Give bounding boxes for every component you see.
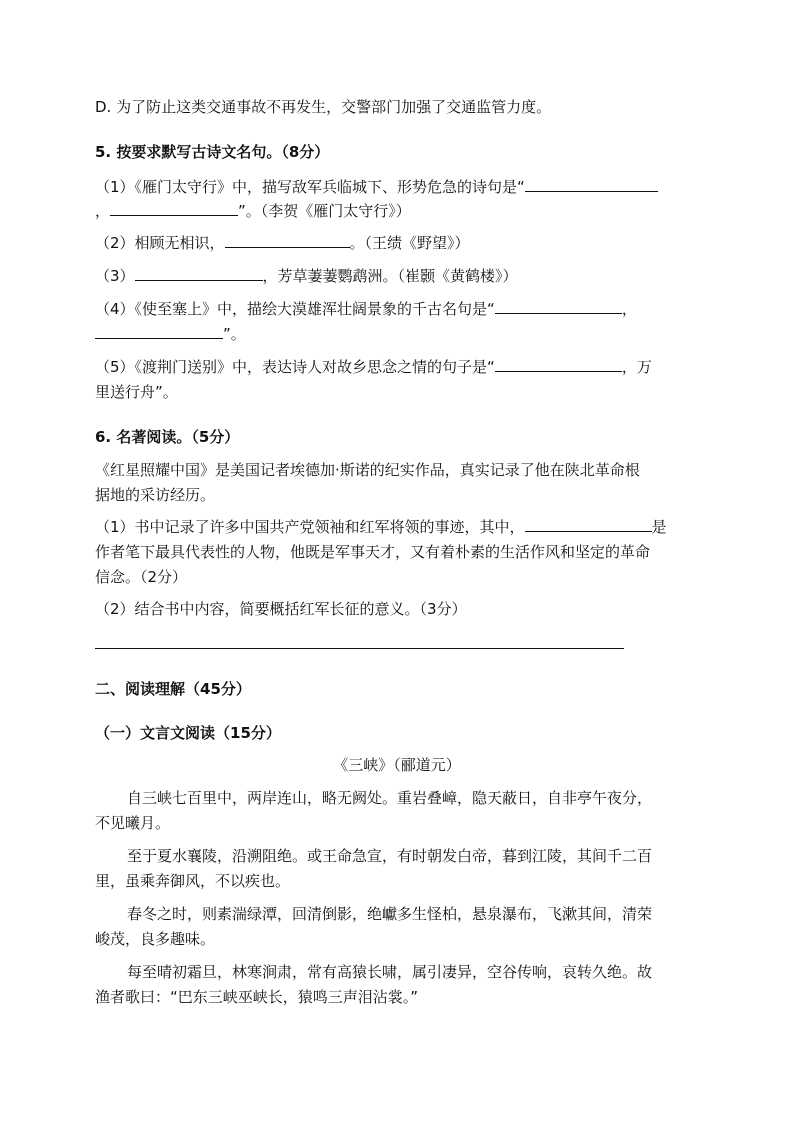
q5-item-2	[95, 233, 470, 253]
q5-item-4-end: ”。	[223, 325, 246, 343]
answer-blank[interactable]	[95, 324, 223, 339]
answer-blank[interactable]	[135, 266, 263, 281]
q6-item-1-shi: 是	[651, 518, 667, 536]
q6-intro-line-2: 据地的采访经历。	[95, 486, 216, 504]
q6-item-1-line-1	[95, 517, 667, 537]
q5-item-4-line-1	[95, 299, 637, 319]
q5-item-2-source: 。（王绩《野望》）	[349, 234, 470, 252]
answer-blank[interactable]	[525, 177, 658, 192]
passage-p2-line-1: 至于夏水襄陵，沿溯阻绝。或王命急宣，有时朝发白帝，暮到江陵，其间千二百	[127, 847, 653, 865]
q6-title: 6. 名著阅读。（5分）	[95, 428, 240, 446]
q5-item-5-line-2: 里送行舟”。	[95, 383, 178, 401]
passage-p1-line-2: 不见曦月。	[95, 814, 171, 832]
q5-item-3-number: （3）	[95, 267, 135, 285]
q5-item-3-text: ，芳草萋萋鹦鹉洲。（崔颢《黄鹤楼》）	[262, 267, 518, 285]
q5-title: 5. 按要求默写古诗文名句。（8分）	[95, 143, 330, 161]
passage-p2-line-2: 里，虽乘奔御风，不以疾也。	[95, 872, 291, 890]
q6-item-1-text: （1）书中记录了许多中国共产党领袖和红军将领的事迹，其中，	[95, 518, 525, 536]
q5-item-2-text: （2）相顾无相识，	[95, 234, 225, 252]
answer-blank[interactable]	[525, 517, 652, 532]
passage-p3-line-2: 峻茂，良多趣味。	[95, 930, 216, 948]
answer-line[interactable]	[95, 648, 624, 649]
part-2-title: 二、阅读理解（45分）	[95, 680, 251, 698]
q6-item-2: （2）结合书中内容，简要概括红军长征的意义。（3分）	[95, 600, 467, 618]
q5-item-4-text: （4）《使至塞上》中，描绘大漠雄浑壮阔景象的千古名句是“	[95, 300, 495, 318]
answer-blank[interactable]	[495, 357, 622, 372]
classical-reading-title: （一）文言文阅读（15分）	[95, 724, 281, 742]
passage-title: 《三峡》（郦道元）	[333, 756, 461, 774]
q5-item-5-text: （5）《渡荆门送别》中，表达诗人对故乡思念之情的句子是“	[95, 358, 495, 376]
q6-item-1-line-2: 作者笔下最具代表性的人物，他既是军事天才，又有着朴素的生活作风和坚定的革命	[95, 543, 651, 561]
q5-item-1-source: ”。（李贺《雁门太守行》）	[238, 202, 411, 220]
q5-item-1-comma: ，	[95, 202, 111, 220]
option-d: D. 为了防止这类交通事故不再发生，交警部门加强了交通监管力度。	[95, 98, 552, 116]
q5-item-3	[95, 266, 518, 286]
answer-blank[interactable]	[225, 233, 350, 248]
q6-item-1-line-3: 信念。（2分）	[95, 568, 188, 586]
passage-p3-line-1: 春冬之时，则素湍绿潭，回清倒影，绝巘多生怪柏，悬泉瀑布，飞漱其间，清荣	[127, 905, 653, 923]
passage-p4-line-1: 每至晴初霜旦，林寒涧肃，常有高猿长啸，属引凄异，空谷传响，哀转久绝。故	[127, 963, 653, 981]
passage-p1-line-1: 自三峡七百里中，两岸连山，略无阙处。重岩叠嶂，隐天蔽日，自非亭午夜分，	[127, 789, 653, 807]
q5-item-1-line-2	[95, 201, 411, 221]
q5-item-5-comma: ，万	[621, 358, 652, 376]
q5-item-4-comma: ，	[621, 300, 637, 318]
q5-item-1-text: （1）《雁门太守行》中，描写敌军兵临城下、形势危急的诗句是“	[95, 178, 525, 196]
passage-p4-line-2: 渔者歌曰：“巴东三峡巫峡长，猿鸣三声泪沾裳。”	[95, 988, 419, 1006]
q5-item-5-line-1	[95, 357, 652, 377]
answer-blank[interactable]	[110, 201, 238, 216]
q5-item-1-line-1	[95, 177, 658, 197]
answer-blank[interactable]	[495, 299, 622, 314]
q6-intro-line-1: 《红星照耀中国》是美国记者埃德加·斯诺的纪实作品，真实记录了他在陕北革命根	[95, 461, 640, 479]
q5-item-4-line-2	[95, 324, 246, 344]
